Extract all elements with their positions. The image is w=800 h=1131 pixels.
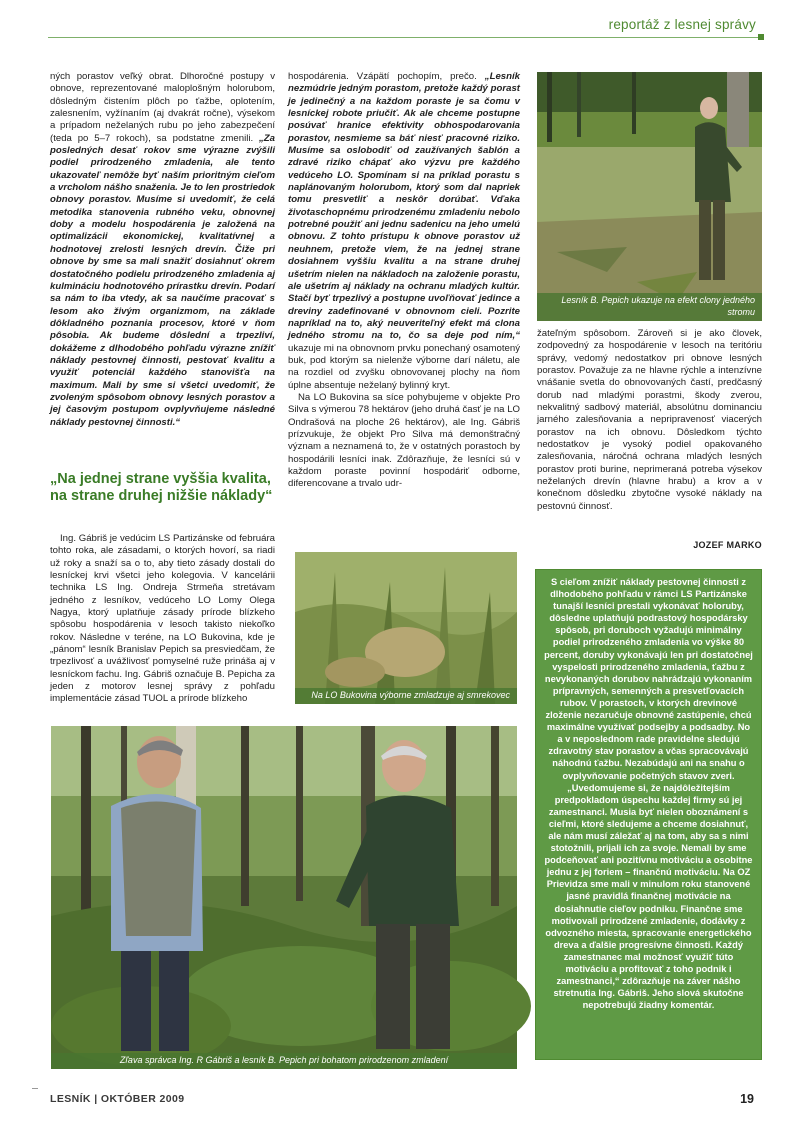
paragraph: Na LO Bukovina sa síce pohybujeme v objekte Pro Silva s výmerou 78 hektárov (jeho druhá časť je na LO Ondrašová na ploche 26 hektárov), ale Ing. Gábriš prízvukuje, že objekt Pro Silva má demonštračný význam a neznamená to, že v ostatných porastoch by hospodárili lesníci inak. Zdôrazňuje, že lesníci sú v každom poraste povinní hospodáriť odborne, diferencovane a trvalo udr- (288, 391, 520, 490)
section-title: reportáž z lesnej správy (608, 17, 756, 32)
paragraph: žateľným spôsobom. Zároveň si je ako človek, zodpovedný za hospodárenie v lesoch na teritóriu správy, vedomý nedostatkov pri obnove lesných porastov. Považuje za ne hlavne rýchle a intenzívne vnášanie svetla do obnovovaných častí, predčasný dorub nad mladými porastmi, škody zverou, nekvalitný sadbový materiál, absolútnu dominanciu jarného zalesňovania a nepripravenosť viacerých porastov na ich obnovu. Dôsledkom týchto nedostatkov je vysoký podiel opakovaného zalesňovania, náročná ochrana mladých lesných porastov proti burine, neprimeraná potreba výsekov neželaných drevín (hlavne hrabu) a krov a v konečnom dôsledku zbytočne vysoké náklady na pestovnú činnosť. (537, 328, 762, 512)
photo-caption: Na LO Bukovina výborne zmladzuje aj smrekovec (295, 688, 517, 705)
sidebar-box (535, 569, 762, 1060)
quote-text: „Za posledných desať rokov sme výrazne zvýšili podiel prirodzeného zmladenia, ale tento ukazovateľ nemôže byť naším prioritným cieľom a vrcholom nášho snaženia. Je to len prostriedok obnovy porastov. Musíme si uvedomiť, že celá metodika stanovenia rubného veku, obnovnej doby a modelu hospodárenia je založená na optimalizácii ekonomickej, kvalitatívnej a hodnotovej zrelosti lesných drevín. Čiže pri obnove by sme sa mali snažiť dosiahnuť okrem dostatočného podielu prirodzeného zmladenia aj kulmináciu hodnotového prírastku drevín. Podarí sa nám to iba vtedy, ak sa naučíme pracovať s lesom ako živým organizmom, na základe dôkladného poznania procesov, ktoré v ňom pôsobia. Ak budeme dôslední a trpezliví, dokážeme z dlhodobého pohľadu výrazne znížiť náklady pestovnej činnosti, pestovať kvalitu a využiť potenciál každého stanovišťa na maximum. Mali by sme si všetci uvedomiť, že zvoleným spôsobom obnovy lesných porastov a jej časovým postupom ovplyvňujeme následné náklady pestovnej činnosti.“ (50, 132, 275, 428)
forest-regeneration-image (51, 726, 517, 1069)
photo-two-foresters (51, 726, 517, 1069)
paragraph (288, 71, 520, 392)
page-number: 19 (740, 1092, 754, 1106)
photo-larch-regeneration (295, 552, 517, 704)
article-column-2 (288, 71, 520, 541)
paragraph-text: hospodárenia. Vzápätí pochopím, prečo. (288, 71, 485, 82)
paragraph-text: ných porastov veľký obrat. Dlhoročné postupy v obnove, reprezentované maloplošným holorubom, dôsledným čistením plôch po ťažbe, oplotením, zalesnením, vyžínaním (aj dvakrát ročne), výsekom a prípadom neželaných rubu po jeho zabezpečení (teda po 5–7 rokoch), sa podstatne zmenili. (50, 71, 275, 144)
photo-forester-tree-shade (537, 72, 762, 321)
photo-caption: Lesník B. Pepich ukazuje na efekt clony jedného stromu (537, 293, 762, 321)
forest-clearing-image (537, 72, 762, 321)
sidebar-text: S cieľom znížiť náklady pestovnej činnosti z dlhodobého pohľadu v rámci LS Partizánske tunajší lesníci prestali vykonávať holoruby, dôsledne uplatňujú podrastový hospodársky spôsob, pri doruboch vyžadujú minimálny podiel prirodzeného zmladenia vo výške 80 percent, doruby vykonávajú len pri dostatočnej vyspelosti prirodzeného zmladenia, ťažbu z nevykonaných dorubov nahrádzajú vykonaním prípravných, semenných a presvetľovacích rubov. V porastoch, v ktorých drevinové zloženie nezaručuje obnovné zastúpenie, chcú maximálne využívať podsejby a podsadby. No a v neposlednom rade pravidelne sledujú zdravotný stav porastov a včas spracovávajú náhodnú ťažbu. Nezabúdajú ani na snahu o ovplyvňovanie početných stavov zveri. „Uvedomujeme si, že najdôležitejším predpokladom úspechu každej firmy sú jej zamestnanci. Musia byť nielen oboznámení s cieľmi, ktoré sledujeme a chceme dosiahnuť, ale nám musí záležať aj na tom, aby sa s nimi stotožnili, prijali ich za svoje. Nemali by sme podceňovať ani pozitívnu motiváciu a osobitne jednu z jej foriem – finančnú motiváciu. Na OZ Prievidza sme mali v minulom roku stanovené jasné pravidlá finančnej motivácie na dosiahnutie cieľov podniku. Finančne sme motivovali prirodzené zmladenie, dodávky z odvozného miesta, spracovanie energetického dreva a ďalšie progresívne činnosti. Každý zamestnanec mal možnosť využiť túto motiváciu a profitovať z toho podnik i zamestnanci,“ zdôrazňuje na záver nášho stretnutia Ing. Gábriš. Jeho slová skutočne nepotrebujú žiadny komentár. (544, 577, 753, 1011)
article-subheading: „Na jednej strane vyššia kvalita, na strane druhej nižšie náklady“ (50, 471, 273, 504)
article-column-1-continued (50, 533, 275, 705)
paragraph (50, 71, 275, 429)
header-rule (48, 37, 762, 38)
header-bullet (758, 34, 764, 40)
quote-text: „Lesník nezmúdrie jedným porastom, pretože každý porast je jedinečný a na každom poraste je sa čomu v lesníckej robote priučiť. Ak ale chceme postupne posúvať hranice efektivity obhospodarovania porastov, nesmieme sa báť niesť pracovné riziko. Musíme sa oslobodiť od zaužívaných šablón a zdravé riziko chápať ako výzvu pre každého vedúceho LO. Spomínam si na príklad porastu s naplánovaným holorubom, ktorý som dal napriek tomu presvetliť a neskôr dorúbať. Vďaka životaschopnému prirodzenému zmladeniu nebolo potrebné použiť ani jednu sadenicu na jeho umelú obnovu. Z tohto prístupu k obnove porastov už neuhnem, pretože viem, že na jednej strane dosiahnem vyššiu kvalitu a na strane druhej ušetrím nielen na nákladoch na založenie porastu, ale ušetrím aj náklady na ochranu mladých kultúr. Stačí byť trpezlivý a postupne uvoľňovať jedince a dreviny zadefinované v obnovnom cieli. Pozrite napríklad na to, aký neuveriteľný efekt má clona jedného stromu na to, čo sa deje pod ním,“ (288, 71, 520, 342)
photo-caption: Zľava správca Ing. R Gábriš a lesník B. Pepich pri bohatom prirodzenom zmladení (51, 1053, 517, 1070)
footer-mark (32, 1088, 38, 1089)
footer-magazine-issue: LESNÍK | OKTÓBER 2009 (50, 1093, 185, 1105)
paragraph-text: ukazuje mi na obnovnom prvku ponechaný osamotený buk, pod ktorým sa nielenže výborne darí náletu, ale na rozdiel od zvyšku obnovovanej plochy na ňom úplne absentuje neželaný bylinný kryt. (288, 342, 520, 391)
author-byline: JOZEF MARKO (693, 540, 762, 550)
grass-seedlings-image (295, 552, 517, 704)
paragraph: Ing. Gábriš je vedúcim LS Partizánske od februára tohto roka, ale zásadami, o ktorých hovorí, sa riadi už roky a snaží sa o to, aby tieto zásady dostali do lesníckej krvi všetci jeho kolegovia. V kancelárii technika LS Ing. Ondreja Strmeňa stretávam jedného z lesníkov, vedúceho LO Lomy Olega Nagya, ktorý uplatňuje zásady prírode blízkeho spôsobu hospodárenia v lesoch takisto niekoľko rokov. Následne v teréne, na LO Bukovina, kde je „pánom“ lesník Branislav Pepich sa presviedčam, že trpezlivosť a uvážlivosť pomyselné ruže prináša aj v lesníckom fachu. Ing. Gábriš označuje B. Pepicha za jeden z motorov lesnej správy z pohľadu implementácie zásad TUOL a prírode blízkeho (50, 533, 275, 705)
article-column-1 (50, 71, 275, 428)
article-column-3 (537, 328, 762, 556)
